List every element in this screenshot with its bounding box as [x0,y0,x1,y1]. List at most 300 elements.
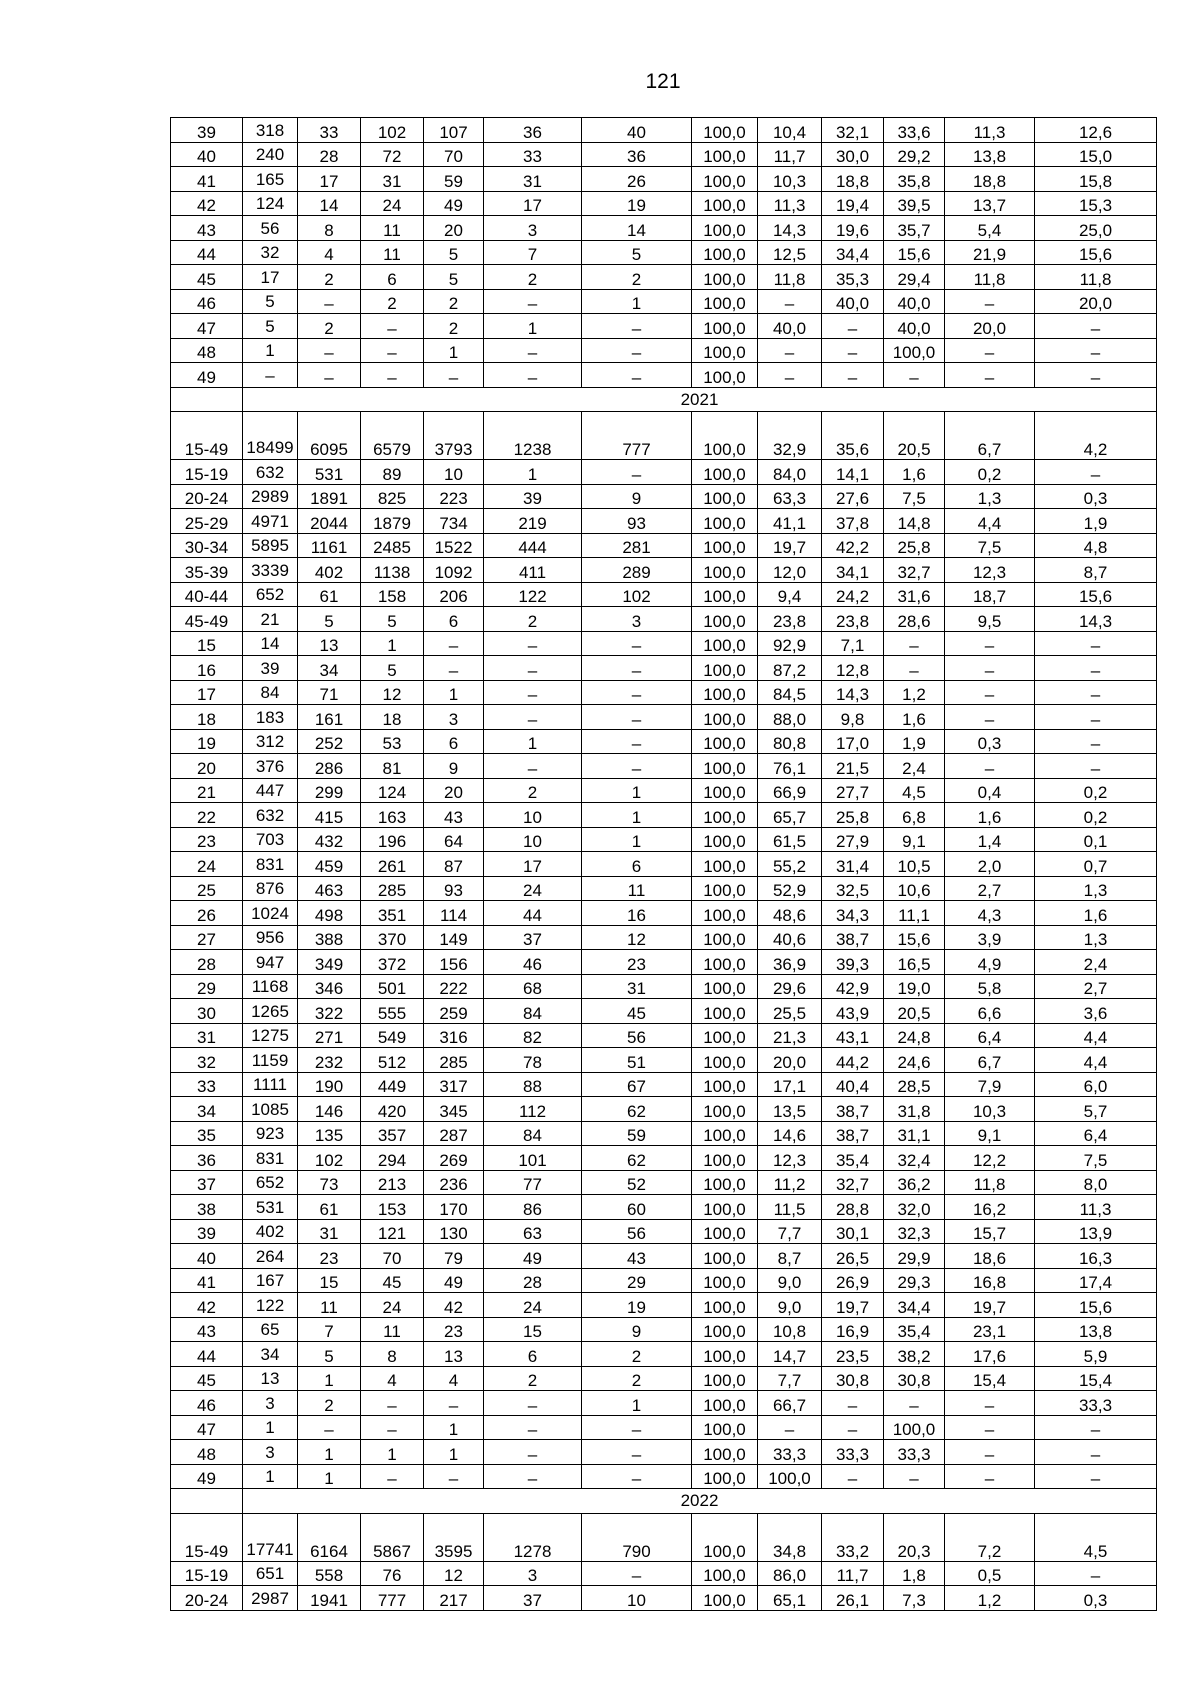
table-row [171,338,1157,363]
table-cell: 107 [424,118,484,143]
table-cell: 84 [243,680,298,705]
table-cell: 88 [484,1072,582,1097]
table-cell: – [582,1561,692,1586]
table-cell: – [582,338,692,363]
table-cell: 0,4 [945,778,1035,803]
table-cell: – [945,631,1035,656]
table-cell: 39,5 [884,191,945,216]
table-row [171,803,1157,828]
table-cell: 13,7 [945,191,1035,216]
table-cell: – [1035,754,1157,779]
table-cell: 42,9 [822,974,884,999]
table-cell: 264 [243,1244,298,1269]
table-cell: 2 [484,778,582,803]
age-cell: 48 [171,338,243,363]
table-cell: – [758,338,822,363]
age-cell: 21 [171,778,243,803]
table-cell: 217 [424,1586,484,1611]
table-cell: 100,0 [692,901,758,926]
table-cell: 156 [424,950,484,975]
table-cell: 88,0 [758,705,822,730]
table-cell: 1159 [243,1048,298,1073]
table-cell: 23,8 [822,607,884,632]
table-cell: 2 [424,289,484,314]
table-cell: 100,0 [692,509,758,534]
table-cell: 11,1 [884,901,945,926]
table-cell: 10,4 [758,118,822,143]
table-cell: 632 [243,460,298,485]
table-cell: 114 [424,901,484,926]
table-cell: 34,4 [822,240,884,265]
table-cell: 196 [361,827,424,852]
table-cell: 100,0 [692,363,758,388]
table-cell: 34,3 [822,901,884,926]
table-cell: 100,0 [692,265,758,290]
table-cell: 20,0 [758,1048,822,1073]
table-cell: 271 [298,1023,361,1048]
table-cell: 100,0 [692,1415,758,1440]
age-cell: 24 [171,852,243,877]
table-cell: 77 [484,1170,582,1195]
table-cell: 2 [484,607,582,632]
table-cell: 100,0 [758,1464,822,1489]
table-row [171,1317,1157,1342]
table-cell: 317 [424,1072,484,1097]
table-cell: 222 [424,974,484,999]
table-cell: 28 [298,142,361,167]
table-cell: 62 [582,1097,692,1122]
table-cell: 6 [484,1342,582,1367]
table-row [171,1219,1157,1244]
table-cell: 32,4 [884,1146,945,1171]
table-cell: – [822,338,884,363]
table-row [171,484,1157,509]
table-cell: 5 [424,240,484,265]
table-cell: 42,2 [822,533,884,558]
table-cell: 39,3 [822,950,884,975]
table-cell: 32 [243,240,298,265]
table-cell: 44 [484,901,582,926]
table-cell: 33,3 [1035,1391,1157,1416]
table-cell: 10 [582,1586,692,1611]
table-cell: 71 [298,680,361,705]
table-cell: 531 [243,1195,298,1220]
table-cell: 21 [243,607,298,632]
table-cell: – [822,314,884,339]
table-row [171,216,1157,241]
table-cell: 261 [361,852,424,877]
table-cell: – [1035,631,1157,656]
table-cell: 13 [298,631,361,656]
table-cell: 35,3 [822,265,884,290]
table-cell: 213 [361,1170,424,1195]
table-cell: 100,0 [692,1023,758,1048]
table-cell: 40,0 [884,314,945,339]
table-cell: – [484,1415,582,1440]
table-cell: 1941 [298,1586,361,1611]
table-cell: – [582,1440,692,1465]
table-cell: 14 [298,191,361,216]
table-cell: 43,9 [822,999,884,1024]
table-cell: – [484,754,582,779]
table-cell: – [424,363,484,388]
table-cell: 2,7 [945,876,1035,901]
table-cell: 9 [582,484,692,509]
table-cell: 17,6 [945,1342,1035,1367]
table-cell: 190 [298,1072,361,1097]
table-cell: 100,0 [692,999,758,1024]
table-cell: 14,6 [758,1121,822,1146]
table-cell: – [484,289,582,314]
table-cell: 100,0 [692,1293,758,1318]
table-cell: 2 [298,314,361,339]
table-cell: 33,6 [884,118,945,143]
table-cell: 30,0 [822,142,884,167]
table-row [171,363,1157,388]
table-cell: 37 [484,925,582,950]
table-cell: 17,0 [822,729,884,754]
table-cell: – [1035,729,1157,754]
table-cell: 12,8 [822,656,884,681]
table-cell: 415 [298,803,361,828]
table-cell: 4,4 [1035,1048,1157,1073]
table-cell: – [945,1440,1035,1465]
table-row [171,1366,1157,1391]
table-cell: 124 [243,191,298,216]
table-cell: 1138 [361,558,424,583]
table-cell: 1,8 [884,1561,945,1586]
table-cell: 5 [298,607,361,632]
table-cell: 55,2 [758,852,822,877]
age-cell: 17 [171,680,243,705]
table-row [171,582,1157,607]
table-cell: 5 [243,289,298,314]
table-cell: 357 [361,1121,424,1146]
table-cell: 6,4 [1035,1121,1157,1146]
table-cell: 32,7 [884,558,945,583]
table-cell: 1 [424,1440,484,1465]
table-cell: 21,9 [945,240,1035,265]
table-cell: 73 [298,1170,361,1195]
table-cell: 4,5 [1035,1513,1157,1561]
table-cell: 122 [484,582,582,607]
table-cell: 17741 [243,1513,298,1561]
table-cell: – [884,1464,945,1489]
table-row [171,950,1157,975]
table-cell: 84 [484,999,582,1024]
table-cell: 15,4 [1035,1366,1157,1391]
table-cell: 7,2 [945,1513,1035,1561]
table-cell: 9,0 [758,1293,822,1318]
table-cell: 7,5 [945,533,1035,558]
table-cell: 1111 [243,1072,298,1097]
age-cell: 41 [171,1268,243,1293]
table-cell: 100,0 [692,729,758,754]
table-cell: 1265 [243,999,298,1024]
table-cell: – [484,631,582,656]
table-cell: 72 [361,142,424,167]
table-cell: 12,0 [758,558,822,583]
table-cell: 100,0 [692,778,758,803]
table-cell: 100,0 [692,582,758,607]
table-cell: 56 [243,216,298,241]
table-cell: 3 [484,216,582,241]
table-row [171,289,1157,314]
table-cell: 8 [361,1342,424,1367]
table-cell: – [1035,1464,1157,1489]
table-row [171,754,1157,779]
table-cell: 37 [484,1586,582,1611]
table-cell: 1 [424,680,484,705]
table-cell: 100,0 [884,338,945,363]
table-cell: 12 [361,680,424,705]
table-cell: 25,5 [758,999,822,1024]
table-cell: 2 [298,265,361,290]
table-cell: 2044 [298,509,361,534]
age-cell: 40 [171,1244,243,1269]
table-cell: 100,0 [692,1440,758,1465]
table-cell: – [582,729,692,754]
table-cell: 1,3 [1035,876,1157,901]
table-row [171,533,1157,558]
age-cell: 43 [171,1317,243,1342]
table-cell: 0,2 [945,460,1035,485]
age-cell: 31 [171,1023,243,1048]
table-cell: 0,5 [945,1561,1035,1586]
table-cell: 40,0 [884,289,945,314]
age-cell: 30 [171,999,243,1024]
table-cell: 447 [243,778,298,803]
table-cell: 3 [243,1440,298,1465]
table-cell: 281 [582,533,692,558]
table-cell: 33,3 [884,1440,945,1465]
table-cell: 102 [298,1146,361,1171]
table-cell: 40 [582,118,692,143]
table-cell: 1 [484,729,582,754]
table-cell: 1275 [243,1023,298,1048]
table-cell: 232 [298,1048,361,1073]
table-row [171,142,1157,167]
table-cell: 29,2 [884,142,945,167]
age-cell: 47 [171,1415,243,1440]
table-cell: – [582,1464,692,1489]
table-cell: 6164 [298,1513,361,1561]
table-cell: 100,0 [692,289,758,314]
table-cell: 29,6 [758,974,822,999]
table-cell: 67 [582,1072,692,1097]
table-cell: – [758,289,822,314]
table-cell: 8,7 [1035,558,1157,583]
table-cell: 420 [361,1097,424,1122]
table-row [171,1342,1157,1367]
table-cell: – [424,1391,484,1416]
table-cell: 1 [484,460,582,485]
table-cell: 512 [361,1048,424,1073]
table-cell: – [1035,656,1157,681]
table-cell: 34,8 [758,1513,822,1561]
table-row [171,558,1157,583]
table-cell: 33 [484,142,582,167]
table-cell: – [1035,1561,1157,1586]
table-cell: 17,1 [758,1072,822,1097]
table-cell: 15 [484,1317,582,1342]
table-row [171,460,1157,485]
table-cell: 65,7 [758,803,822,828]
table-cell: 8,0 [1035,1170,1157,1195]
table-cell: 26,9 [822,1268,884,1293]
table-cell: 61,5 [758,827,822,852]
table-cell: 15,0 [1035,142,1157,167]
table-cell: 63 [484,1219,582,1244]
table-cell: 25,8 [822,803,884,828]
table-cell: 100,0 [692,167,758,192]
table-row [171,827,1157,852]
table-cell: 6,4 [945,1023,1035,1048]
table-cell: 15,3 [1035,191,1157,216]
table-cell: 11,7 [822,1561,884,1586]
table-cell: 632 [243,803,298,828]
table-cell: 163 [361,803,424,828]
table-cell: 12 [582,925,692,950]
table-cell: 6 [424,607,484,632]
table-cell: 7,7 [758,1366,822,1391]
table-cell: 19,4 [822,191,884,216]
table-cell: 2,4 [884,754,945,779]
table-cell: 4,8 [1035,533,1157,558]
year-header-row [171,1489,1157,1514]
table-cell: 651 [243,1561,298,1586]
table-cell: 777 [582,412,692,460]
table-row [171,1072,1157,1097]
table-cell: 33,2 [822,1513,884,1561]
table-cell: 23,5 [822,1342,884,1367]
age-cell: 36 [171,1146,243,1171]
table-cell: 6 [424,729,484,754]
table-cell: 370 [361,925,424,950]
table-cell: 5 [424,265,484,290]
table-row [171,680,1157,705]
table-cell: 1 [298,1366,361,1391]
table-cell: 40,0 [758,314,822,339]
table-cell: 23,1 [945,1317,1035,1342]
table-cell: 9,0 [758,1268,822,1293]
table-cell: – [758,363,822,388]
table-cell: 0,2 [1035,778,1157,803]
table-cell: 100,0 [692,1561,758,1586]
table-cell: 2 [484,265,582,290]
table-cell: 13 [243,1366,298,1391]
table-cell: – [484,1391,582,1416]
table-cell: 20,5 [884,999,945,1024]
table-cell: – [361,1415,424,1440]
table-cell: 1 [298,1464,361,1489]
table-cell: 402 [298,558,361,583]
table-cell: 1 [243,338,298,363]
table-cell: 831 [243,1146,298,1171]
table-cell: 286 [298,754,361,779]
table-cell: – [424,631,484,656]
table-cell: 122 [243,1293,298,1318]
table-row [171,1097,1157,1122]
table-cell: 61 [298,582,361,607]
table-cell: 1024 [243,901,298,926]
table-cell: 4,5 [884,778,945,803]
table-cell: 100,0 [692,876,758,901]
table-cell: 2 [424,314,484,339]
table-cell: 4 [298,240,361,265]
table-cell: 4,4 [1035,1023,1157,1048]
table-cell: 7,5 [884,484,945,509]
table-cell: 444 [484,533,582,558]
table-cell: 158 [361,582,424,607]
table-cell: 1879 [361,509,424,534]
table-cell: 5,4 [945,216,1035,241]
table-cell: 23,8 [758,607,822,632]
table-cell: 100,0 [692,338,758,363]
table-cell: 14,3 [1035,607,1157,632]
table-cell: 65 [243,1317,298,1342]
table-cell: 8 [298,216,361,241]
table-cell: – [884,363,945,388]
table-row [171,1195,1157,1220]
table-cell: 11 [361,240,424,265]
table-cell: 11,8 [945,1170,1035,1195]
table-cell: 15,6 [884,240,945,265]
table-cell: 26 [582,167,692,192]
table-cell: 1 [243,1415,298,1440]
table-cell: 100,0 [692,1268,758,1293]
table-cell: 287 [424,1121,484,1146]
table-cell: 1,3 [1035,925,1157,950]
table-cell: 100,0 [692,1464,758,1489]
table-cell: 0,3 [1035,484,1157,509]
table-cell: 2,7 [1035,974,1157,999]
table-cell: 15 [298,1268,361,1293]
table-cell: 9,1 [884,827,945,852]
table-cell: 32,0 [884,1195,945,1220]
table-cell: – [361,1391,424,1416]
table-cell: 52 [582,1170,692,1195]
table-cell: 14,3 [758,216,822,241]
table-cell: 10,3 [758,167,822,192]
table-cell: 5 [582,240,692,265]
table-row [171,118,1157,143]
table-cell: 100,0 [692,1391,758,1416]
table-cell: – [298,363,361,388]
age-cell: 46 [171,1391,243,1416]
year-row-spacer [171,387,243,412]
table-row [171,705,1157,730]
table-cell: 1 [361,631,424,656]
table-cell: 0,2 [1035,803,1157,828]
table-cell: 53 [361,729,424,754]
age-cell: 42 [171,191,243,216]
table-cell: 11,8 [758,265,822,290]
table-cell: 84 [484,1121,582,1146]
table-cell: 35,6 [822,412,884,460]
table-cell: 14 [582,216,692,241]
table-cell: 7,7 [758,1219,822,1244]
table-row [171,412,1157,460]
table-cell: 555 [361,999,424,1024]
table-cell: 38,7 [822,1121,884,1146]
table-cell: 345 [424,1097,484,1122]
table-row [171,1146,1157,1171]
table-cell: 32,9 [758,412,822,460]
age-cell: 20-24 [171,1586,243,1611]
table-cell: 3 [424,705,484,730]
table-cell: 24,8 [884,1023,945,1048]
